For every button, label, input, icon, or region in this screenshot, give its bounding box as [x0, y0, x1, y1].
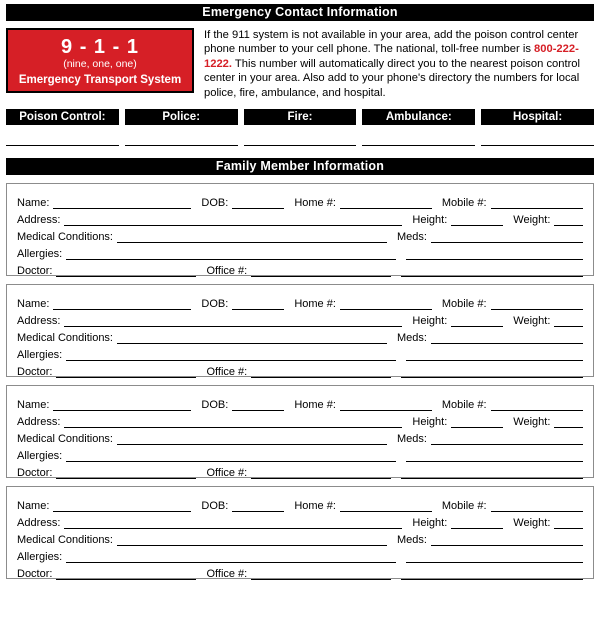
label-meds: Meds:: [397, 332, 427, 345]
field-allergies-continued[interactable]: [406, 248, 583, 260]
row-name: [17, 293, 583, 310]
family-member-card: [6, 385, 594, 478]
label-allergies: Allergies:: [17, 551, 63, 564]
row-doctor: [17, 260, 583, 277]
label-medical-conditions: Medical Conditions:: [17, 433, 113, 446]
911-badge: [6, 28, 194, 93]
field-meds[interactable]: [431, 332, 583, 344]
row-medical-conditions: [17, 428, 583, 445]
field-height[interactable]: [451, 517, 503, 529]
emergency-info-row: [6, 28, 594, 100]
field-allergies[interactable]: [66, 450, 396, 462]
label-medical-conditions: Medical Conditions:: [17, 332, 113, 345]
field-doctor-continued[interactable]: [401, 366, 583, 378]
label-ambulance: Ambulance:: [362, 109, 475, 125]
emergency-contact-labels: [6, 109, 594, 125]
field-doctor[interactable]: [56, 568, 196, 580]
field-allergies[interactable]: [66, 248, 396, 260]
label-allergies: Allergies:: [17, 248, 63, 261]
field-allergies[interactable]: [66, 349, 396, 361]
write-line-poison-control[interactable]: [6, 145, 119, 146]
label-office: Office #:: [206, 467, 248, 480]
emergency-contact-header: Emergency Contact Information: [6, 4, 594, 21]
label-address: Address:: [17, 214, 61, 227]
label-home: Home #:: [294, 399, 336, 412]
emergency-instructions: [204, 28, 594, 100]
row-medical-conditions: [17, 226, 583, 243]
field-allergies-continued[interactable]: [406, 551, 583, 563]
row-medical-conditions: [17, 529, 583, 546]
field-height[interactable]: [451, 416, 503, 428]
field-doctor-continued[interactable]: [401, 265, 583, 277]
label-address: Address:: [17, 416, 61, 429]
row-allergies: [17, 243, 583, 260]
label-poison-control: Poison Control:: [6, 109, 119, 125]
row-allergies: [17, 344, 583, 361]
field-weight[interactable]: [554, 517, 583, 529]
family-member-card: [6, 183, 594, 276]
label-weight: Weight:: [513, 315, 551, 328]
label-medical-conditions: Medical Conditions:: [17, 231, 113, 244]
label-mobile: Mobile #:: [441, 298, 487, 311]
field-doctor-continued[interactable]: [401, 568, 583, 580]
form-page: [0, 4, 600, 627]
row-name: [17, 495, 583, 512]
family-member-card: [6, 486, 594, 579]
label-height: Height:: [412, 416, 448, 429]
label-name: Name:: [17, 500, 50, 513]
label-mobile: Mobile #:: [441, 399, 487, 412]
label-doctor: Doctor:: [17, 366, 53, 379]
row-allergies: [17, 546, 583, 563]
field-meds[interactable]: [431, 534, 583, 546]
field-home[interactable]: [340, 197, 432, 209]
field-weight[interactable]: [554, 416, 583, 428]
field-weight[interactable]: [554, 315, 583, 327]
label-office: Office #:: [206, 366, 248, 379]
row-doctor: [17, 462, 583, 479]
label-name: Name:: [17, 399, 50, 412]
row-address: [17, 310, 583, 327]
label-meds: Meds:: [397, 231, 427, 244]
poison-control-number: 800-222-1222.: [204, 43, 579, 70]
field-height[interactable]: [451, 214, 503, 226]
label-doctor: Doctor:: [17, 265, 53, 278]
row-name: [17, 192, 583, 209]
write-line-hospital[interactable]: [481, 145, 594, 146]
instructions-part-1: If the 911 system is not available in your area, add the poison control center phone number to your cell phone. The national, toll-free number is: [204, 29, 579, 56]
field-allergies-continued[interactable]: [406, 349, 583, 361]
field-doctor[interactable]: [56, 366, 196, 378]
field-mobile[interactable]: [491, 500, 583, 512]
row-allergies: [17, 445, 583, 462]
label-home: Home #:: [294, 298, 336, 311]
label-meds: Meds:: [397, 433, 427, 446]
field-office[interactable]: [251, 467, 391, 479]
label-dob: DOB:: [201, 399, 229, 412]
label-allergies: Allergies:: [17, 450, 63, 463]
label-weight: Weight:: [513, 416, 551, 429]
field-height[interactable]: [451, 315, 503, 327]
field-weight[interactable]: [554, 214, 583, 226]
label-dob: DOB:: [201, 197, 229, 210]
field-mobile[interactable]: [491, 298, 583, 310]
field-name[interactable]: [53, 298, 191, 310]
field-address[interactable]: [64, 315, 402, 327]
write-line-fire[interactable]: [244, 145, 357, 146]
label-home: Home #:: [294, 500, 336, 513]
family-member-cards: [6, 183, 594, 579]
field-address[interactable]: [64, 214, 402, 226]
label-name: Name:: [17, 197, 50, 210]
911-number: 9 - 1 - 1: [61, 36, 139, 58]
family-member-header: Family Member Information: [6, 158, 594, 175]
write-line-police[interactable]: [125, 145, 238, 146]
label-address: Address:: [17, 517, 61, 530]
row-name: [17, 394, 583, 411]
field-mobile[interactable]: [491, 197, 583, 209]
label-doctor: Doctor:: [17, 467, 53, 480]
row-address: [17, 209, 583, 226]
field-meds[interactable]: [431, 231, 583, 243]
field-dob[interactable]: [232, 197, 284, 209]
label-office: Office #:: [206, 265, 248, 278]
label-office: Office #:: [206, 568, 248, 581]
field-medical-conditions[interactable]: [117, 231, 387, 243]
label-weight: Weight:: [513, 214, 551, 227]
row-address: [17, 512, 583, 529]
label-dob: DOB:: [201, 298, 229, 311]
label-doctor: Doctor:: [17, 568, 53, 581]
field-mobile[interactable]: [491, 399, 583, 411]
field-office[interactable]: [251, 568, 391, 580]
field-office[interactable]: [251, 366, 391, 378]
field-name[interactable]: [53, 197, 191, 209]
field-dob[interactable]: [232, 298, 284, 310]
label-mobile: Mobile #:: [441, 500, 487, 513]
label-police: Police:: [125, 109, 238, 125]
label-meds: Meds:: [397, 534, 427, 547]
row-doctor: [17, 361, 583, 378]
field-name[interactable]: [53, 500, 191, 512]
field-address[interactable]: [64, 416, 402, 428]
field-allergies-continued[interactable]: [406, 450, 583, 462]
field-office[interactable]: [251, 265, 391, 277]
label-medical-conditions: Medical Conditions:: [17, 534, 113, 547]
field-dob[interactable]: [232, 399, 284, 411]
label-height: Height:: [412, 214, 448, 227]
label-allergies: Allergies:: [17, 349, 63, 362]
label-name: Name:: [17, 298, 50, 311]
field-home[interactable]: [340, 399, 432, 411]
family-member-card: [6, 284, 594, 377]
field-medical-conditions[interactable]: [117, 433, 387, 445]
field-home[interactable]: [340, 298, 432, 310]
label-height: Height:: [412, 315, 448, 328]
field-doctor-continued[interactable]: [401, 467, 583, 479]
label-dob: DOB:: [201, 500, 229, 513]
field-name[interactable]: [53, 399, 191, 411]
label-hospital: Hospital:: [481, 109, 594, 125]
label-height: Height:: [412, 517, 448, 530]
emergency-transport-system-label: Emergency Transport System: [18, 74, 182, 86]
row-doctor: [17, 563, 583, 580]
field-meds[interactable]: [431, 433, 583, 445]
field-dob[interactable]: [232, 500, 284, 512]
field-home[interactable]: [340, 500, 432, 512]
label-fire: Fire:: [244, 109, 357, 125]
row-medical-conditions: [17, 327, 583, 344]
field-doctor[interactable]: [56, 467, 196, 479]
911-spelled: (nine, one, one): [63, 58, 137, 70]
field-medical-conditions[interactable]: [117, 534, 387, 546]
label-weight: Weight:: [513, 517, 551, 530]
field-allergies[interactable]: [66, 551, 396, 563]
emergency-contact-write-lines: [6, 145, 594, 146]
write-line-ambulance[interactable]: [362, 145, 475, 146]
label-mobile: Mobile #:: [441, 197, 487, 210]
field-medical-conditions[interactable]: [117, 332, 387, 344]
field-address[interactable]: [64, 517, 402, 529]
label-address: Address:: [17, 315, 61, 328]
label-home: Home #:: [294, 197, 336, 210]
row-address: [17, 411, 583, 428]
field-doctor[interactable]: [56, 265, 196, 277]
instructions-part-2: This number will automatically direct you to the nearest poison control center in your area. Also add to your phone's directory the numbers for local police, fire, ambulance, and hospital.: [204, 57, 581, 99]
